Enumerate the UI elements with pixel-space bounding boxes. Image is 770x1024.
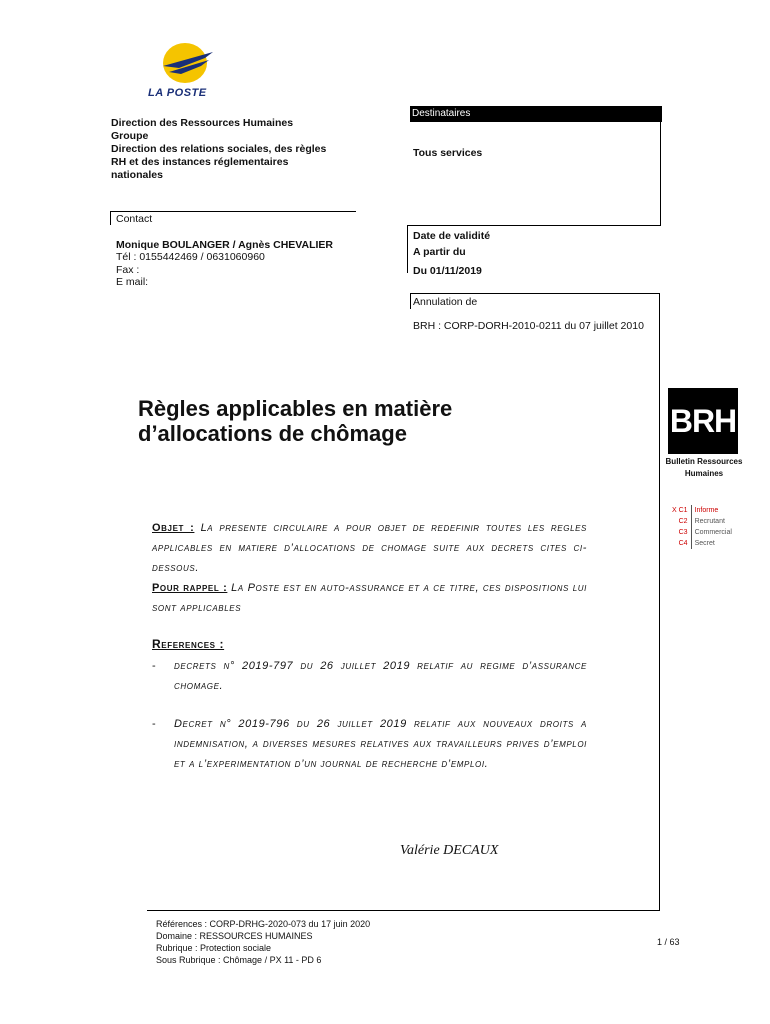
- reference-text: Decret n° 2019-796 du 26 juillet 2019 relatif aux nouveaux droits a indemnisation, a diverses mesures relatives aux travailleurs prives d’emploi et a l’experimentation d’un journal de recherche d’emploi.: [174, 718, 587, 770]
- direction-line: nationales: [111, 169, 163, 181]
- contact-fax: Fax :: [116, 263, 140, 276]
- reference-item: [152, 656, 587, 696]
- reference-dash: -: [152, 660, 157, 672]
- divider: [659, 293, 660, 911]
- divider: [407, 225, 660, 226]
- brh-subtitle: [664, 456, 744, 480]
- direction-line: RH et des instances réglementaires: [111, 156, 289, 168]
- destinataires-value: Tous services: [413, 147, 483, 159]
- brh-logo: BRH: [668, 388, 738, 454]
- objet-block: [152, 518, 587, 578]
- reference-item: [152, 714, 587, 774]
- annulation-ref: BRH : CORP-DORH-2010-0211 du 07 juillet 2010: [413, 320, 644, 332]
- document-title: [138, 396, 452, 446]
- direction-line: Direction des relations sociales, des règles: [111, 143, 327, 155]
- legend-code: C3: [669, 527, 691, 538]
- footer-line: Sous Rubrique : Chômage / PX 11 - PD 6: [156, 955, 322, 965]
- title-line: d’allocations de chômage: [138, 421, 407, 446]
- title-line: Règles applicables en matière: [138, 396, 453, 421]
- divider: [407, 225, 408, 273]
- divider: [410, 293, 411, 309]
- contact-tel: Tél : 0155442469 / 0631060960: [116, 251, 265, 263]
- divider: [410, 293, 660, 294]
- references-label: References :: [152, 637, 225, 651]
- objet-text: La presente circulaire a pour objet de redefinir toutes les regles applicables en matiere d’allocations de chomage suite aux decrets cites ci-dessous.: [152, 522, 587, 574]
- validite-a-partir: A partir du: [413, 246, 466, 258]
- footer-block: [156, 918, 370, 966]
- direction-line: Direction des Ressources Humaines: [111, 117, 294, 129]
- rappel-label: Pour rappel :: [152, 582, 228, 594]
- footer-line: Références : CORP-DRHG-2020-073 du 17 juin 2020: [156, 919, 371, 929]
- direction-line: Groupe: [111, 130, 149, 142]
- contact-name: Monique BOULANGER / Agnès CHEVALIER: [116, 239, 334, 251]
- footer-line: Rubrique : Protection sociale: [156, 943, 272, 953]
- legend-code: X C1: [669, 505, 691, 516]
- contact-details: [116, 251, 265, 289]
- brh-subtitle-line: Bulletin Ressources: [665, 457, 743, 466]
- legend-label: Commercial: [694, 529, 732, 536]
- legend-code: C4: [669, 538, 691, 549]
- divider: [110, 211, 356, 212]
- legend-label: Informe: [694, 507, 719, 514]
- logo-text: LA POSTE: [148, 87, 207, 99]
- reference-dash: -: [152, 718, 157, 730]
- validite-block: [413, 228, 490, 279]
- page-number: 1 / 63: [657, 937, 680, 947]
- objet-label: Objet :: [152, 522, 195, 534]
- direction-block: [111, 117, 371, 182]
- legend-label: Recrutant: [694, 518, 725, 525]
- rappel-block: [152, 578, 587, 618]
- contact-email: E mail:: [116, 276, 149, 288]
- signature: Valérie DECAUX: [400, 843, 499, 858]
- divider: [110, 211, 111, 225]
- destinataires-label: Destinataires: [412, 108, 471, 119]
- reference-text: decrets n° 2019-797 du 26 juillet 2019 relatif au regime d’assurance chomage.: [174, 660, 587, 692]
- contact-label: Contact: [116, 213, 153, 225]
- validite-date: Du 01/11/2019: [413, 265, 482, 277]
- legend-label: Secret: [694, 540, 715, 547]
- annulation-label: Annulation de: [413, 296, 478, 308]
- objet-paragraph: [152, 518, 587, 618]
- footer-line: Domaine : RESSOURCES HUMAINES: [156, 931, 313, 941]
- divider: [660, 122, 661, 226]
- divider: [147, 910, 660, 911]
- brh-subtitle-line: Humaines: [684, 469, 724, 478]
- classification-legend: [669, 505, 735, 549]
- legend-code: C2: [669, 516, 691, 527]
- validite-label: Date de validité: [413, 230, 491, 242]
- rappel-text: La Poste est en auto-assurance et a ce titre, ces dispositions lui sont applicables: [152, 582, 587, 614]
